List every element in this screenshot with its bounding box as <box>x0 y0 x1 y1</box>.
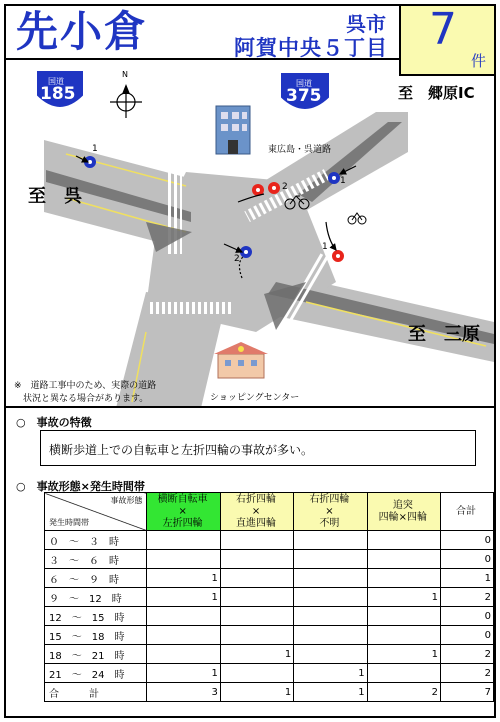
table-cell <box>147 607 220 626</box>
marker-red-3 <box>332 250 344 262</box>
route-185-label: 国道 <box>48 77 64 86</box>
column-header <box>367 493 440 531</box>
column-header-line: × <box>325 505 334 517</box>
marker-blue-1b <box>328 172 340 184</box>
table-cell <box>147 531 220 550</box>
table-cell <box>220 607 293 626</box>
row-label: ０ ～ ３ 時 <box>45 531 147 550</box>
row-label: ３ ～ ６ 時 <box>45 550 147 569</box>
table-cell <box>294 645 367 664</box>
table-cell <box>294 588 367 607</box>
row-label: 18 ～ 21 時 <box>45 645 147 664</box>
label-to-gohara: 至 郷原IC <box>398 84 475 102</box>
row-total: 0 <box>441 531 494 550</box>
table-cell: 1 <box>367 588 440 607</box>
column-header-line: 右折四輪 <box>309 493 350 505</box>
row-total: 0 <box>441 626 494 645</box>
label-to-mihara: 至 三原 <box>408 324 480 345</box>
table-cell: 1 <box>147 664 220 683</box>
corner-bottom: 発生時間帯 <box>49 518 89 527</box>
label-to-kure: 至 呉 <box>28 186 82 207</box>
row-label: ９ ～ 12 時 <box>45 588 147 607</box>
corner-top: 事故形態 <box>110 496 143 505</box>
map-drawing <box>6 62 494 408</box>
page-title: 先小倉 <box>16 7 149 56</box>
table-cell <box>367 569 440 588</box>
table-cell: 3 <box>147 683 220 702</box>
table-cell <box>367 626 440 645</box>
row-total: 2 <box>441 645 494 664</box>
accident-count-unit: 件 <box>471 52 487 70</box>
route-185-number: 185 <box>40 84 76 104</box>
table-row <box>45 588 494 607</box>
road-construction-note <box>14 380 156 406</box>
table-cell <box>294 607 367 626</box>
column-header-line: 追突 <box>392 499 413 511</box>
area-name: 阿賀中央５丁目 <box>234 36 388 60</box>
table-cell <box>220 531 293 550</box>
table-row <box>45 531 494 550</box>
table-cell <box>367 550 440 569</box>
features-box <box>40 430 476 466</box>
row-total: 0 <box>441 550 494 569</box>
column-header <box>294 493 367 531</box>
table-cell: 1 <box>147 569 220 588</box>
row-label: 12 ～ 15 時 <box>45 607 147 626</box>
marker-label: 1 <box>322 242 328 252</box>
label-shopping-center: ショッピングセンター <box>210 393 300 403</box>
note-line: 状況と異なる場合があります。 <box>14 394 149 404</box>
table-cell: 1 <box>220 645 293 664</box>
column-header-line: 直進四輪 <box>236 517 277 529</box>
marker-label: 2 <box>282 182 288 192</box>
table-cell: 1 <box>220 683 293 702</box>
route-375-number: 375 <box>286 86 322 106</box>
column-header-line: 右折四輪 <box>236 493 277 505</box>
table-cell <box>220 626 293 645</box>
total-header: 合計 <box>441 493 494 531</box>
table-row <box>45 607 494 626</box>
row-total: 2 <box>441 588 494 607</box>
row-total: 2 <box>441 664 494 683</box>
label-higashihiroshima-road: 東広島・呉道路 <box>268 145 332 155</box>
row-total: 0 <box>441 607 494 626</box>
marker-red-2 <box>268 182 280 194</box>
table-row <box>45 626 494 645</box>
row-total: 1 <box>441 569 494 588</box>
north-label: N <box>122 70 128 79</box>
bicycle-icon-2 <box>348 213 366 224</box>
table-row <box>45 550 494 569</box>
shopping-center-icon <box>214 342 268 378</box>
row-label: 合 計 <box>45 683 147 702</box>
column-header-line: × <box>178 505 187 517</box>
table-cell <box>220 588 293 607</box>
table-cell <box>147 626 220 645</box>
table-row <box>45 664 494 683</box>
marker-label: 2 <box>234 254 240 264</box>
column-header <box>147 493 220 531</box>
crosswalk-south <box>148 302 232 314</box>
table-cell: 1 <box>147 588 220 607</box>
table-cell <box>147 645 220 664</box>
column-header-line: 横断自転車 <box>157 493 208 505</box>
row-label: 15 ～ 18 時 <box>45 626 147 645</box>
row-label: 21 ～ 24 時 <box>45 664 147 683</box>
table-row <box>45 683 494 702</box>
marker-blue-1a <box>84 156 96 168</box>
table-cell <box>220 550 293 569</box>
table-cell <box>367 664 440 683</box>
column-header-line: 不明 <box>319 517 340 529</box>
note-line: ※ 道路工事中のため、実際の道路 <box>14 381 157 391</box>
row-total: 7 <box>441 683 494 702</box>
table-cell: 2 <box>367 683 440 702</box>
features-heading: ○ 事故の特徴 <box>16 416 92 429</box>
intersection-map <box>6 62 494 408</box>
city-name: 呉市 <box>346 12 386 36</box>
table-cell <box>147 550 220 569</box>
marker-label: 1 <box>92 144 98 154</box>
compass-icon <box>110 84 142 118</box>
table-cell: 1 <box>294 664 367 683</box>
row-label: ６ ～ ９ 時 <box>45 569 147 588</box>
table-cell <box>220 569 293 588</box>
table-row <box>45 645 494 664</box>
table-cell <box>220 664 293 683</box>
corner-cell <box>45 493 147 531</box>
table-cell <box>367 607 440 626</box>
table-cell <box>294 550 367 569</box>
table-cell: 1 <box>294 683 367 702</box>
table-heading: ○ 事故形態×発生時間帯 <box>16 480 145 493</box>
route-375-label: 国道 <box>296 79 312 88</box>
column-header-line: × <box>251 505 261 517</box>
column-header <box>220 493 293 531</box>
accident-count: 7 <box>429 4 457 55</box>
building-icon <box>216 106 250 154</box>
accident-sheet <box>4 4 496 718</box>
column-header-line: 左折四輪 <box>162 517 203 529</box>
accident-table <box>44 492 494 702</box>
table-cell <box>294 569 367 588</box>
column-header-line: 四輪×四輪 <box>378 511 428 523</box>
table-cell <box>294 626 367 645</box>
table-cell <box>294 531 367 550</box>
table-cell <box>367 531 440 550</box>
marker-label: 1 <box>340 176 346 186</box>
table-row <box>45 569 494 588</box>
table-header-row <box>45 493 494 531</box>
features-text: 横断歩道上での自転車と左折四輪の事故が多い。 <box>49 443 314 457</box>
table-cell: 1 <box>367 645 440 664</box>
